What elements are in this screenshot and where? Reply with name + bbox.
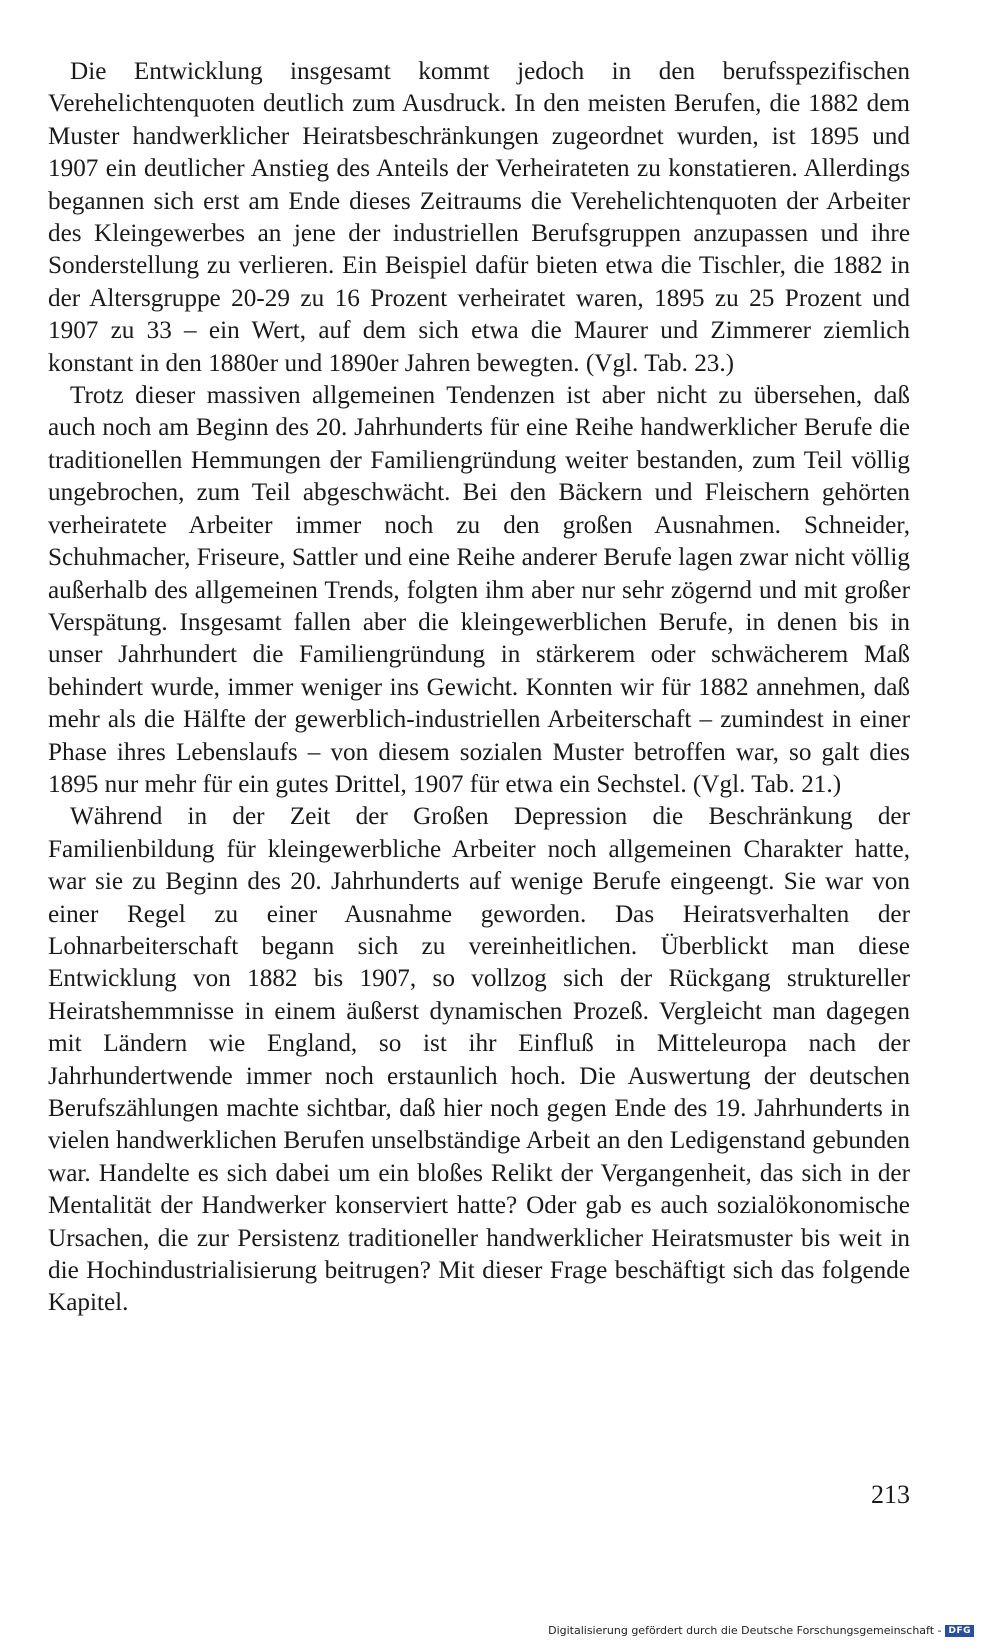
dfg-logo-icon: DFG [945, 1625, 974, 1637]
body-text [48, 56, 910, 1320]
digitization-footer [548, 1624, 974, 1637]
paragraph-2: Trotz dieser massiven allgemeinen Tendenzen ist aber nicht zu übersehen, daß auch noch am Beginn des 20. Jahrhunderts für eine Reihe handwerklicher Berufe die traditionellen Hemmungen der Familiengründung weiter bestanden, zum Teil völlig ungebrochen, zum Teil abgeschwächt. Bei den Bäckern und Fleischern gehörten verheiratete Arbeiter immer noch zu den großen Ausnahmen. Schneider, Schuhmacher, Friseure, Sattler und eine Reihe anderer Berufe lagen zwar nicht völlig außerhalb des allgemeinen Trends, folgten ihm aber nur sehr zögernd und mit großer Verspätung. Insgesamt fallen aber die kleingewerblichen Berufe, in denen bis in unser Jahrhundert die Familiengründung in stärkerem oder schwächerem Maß behindert wurde, immer weniger ins Gewicht. Konnten wir für 1882 annehmen, daß mehr als die Hälfte der gewerblich-industriellen Arbeiterschaft – zumindest in einer Phase ihres Lebenslaufs – von diesem sozialen Muster betroffen war, so galt dies 1895 nur mehr für ein gutes Drittel, 1907 für etwa ein Sechstel. (Vgl. Tab. 21.) [48, 382, 910, 798]
footer-credit: Digitalisierung gefördert durch die Deutsche Forschungsgemeinschaft - [548, 1624, 942, 1637]
paragraph-1: Die Entwicklung insgesamt kommt jedoch in den berufsspezifischen Verehelichtenquoten deutlich zum Ausdruck. In den meisten Berufen, die 1882 dem Muster handwerklicher Heiratsbeschränkungen zugeordnet wurden, ist 1895 und 1907 ein deutlicher Anstieg des Anteils der Verheirateten zu konstatieren. Allerdings begannen sich erst am Ende dieses Zeitraums die Verehelichtenquoten der Arbeiter des Kleingewerbes an jene der industriellen Berufsgruppen anzupassen und ihre Sonderstellung zu verlieren. Ein Beispiel dafür bieten etwa die Tischler, die 1882 in der Altersgruppe 20-29 zu 16 Prozent verheiratet waren, 1895 zu 25 Prozent und 1907 zu 33 – ein Wert, auf dem sich etwa die Maurer und Zimmerer ziemlich konstant in den 1880er und 1890er Jahren bewegten. (Vgl. Tab. 23.) [48, 58, 910, 377]
page-number: 213 [871, 1480, 910, 1509]
paragraph-3: Während in der Zeit der Großen Depression die Beschränkung der Familienbildung für kleingewerbliche Arbeiter noch allgemeinen Charakter hatte, war sie zu Beginn des 20. Jahrhunderts auf wenige Berufe eingeengt. Sie war von einer Regel zu einer Ausnahme geworden. Das Heiratsverhalten der Lohnarbeiterschaft begann sich zu vereinheitlichen. Überblickt man diese Entwicklung von 1882 bis 1907, so vollzog sich der Rückgang struktureller Heiratshemmnisse in einem äußerst dynamischen Prozeß. Vergleicht man dagegen mit Ländern wie England, so ist ihr Einfluß in Mitteleuropa nach der Jahrhundertwende immer noch erstaunlich hoch. Die Auswertung der deutschen Berufszählungen machte sichtbar, daß hier noch gegen Ende des 19. Jahrhunderts in vielen handwerklichen Berufen unselbständige Arbeit an den Ledigenstand gebunden war. Handelte es sich dabei um ein bloßes Relikt der Vergangenheit, das sich in der Mentalität der Handwerker konserviert hatte? Oder gab es auch sozialökonomische Ursachen, die zur Persistenz traditioneller handwerklicher Heiratsmuster bis weit in die Hochindustrialisierung beitrugen? Mit dieser Frage beschäftigt sich das folgende Kapitel. [48, 803, 910, 1317]
